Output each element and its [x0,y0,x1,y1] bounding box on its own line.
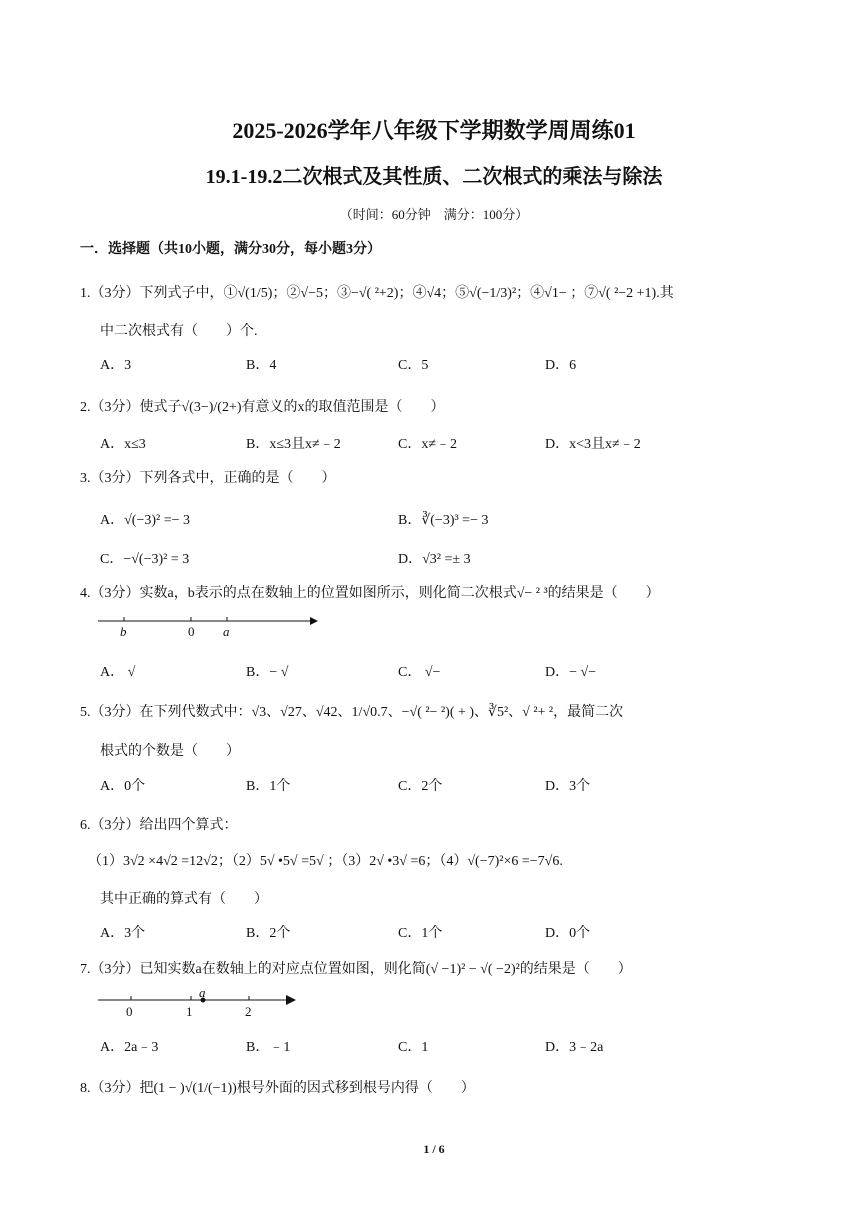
question-5-line-2: 根式的个数是（ ） [100,744,240,759]
q2-option-a: A．x≤3 [100,437,146,452]
section-heading: 一．选择题（共10小题，满分30分，每小题3分） [80,242,381,257]
q3-option-a: A．√(−3)² =− 3 [100,513,191,528]
q7-axis-label-2: 2 [245,1004,252,1019]
number-line-q4 [96,612,320,642]
q7-option-d: D．3﹣2a [545,1040,604,1055]
question-4-line-1: 4.（3分）实数a，b表示的点在数轴上的位置如图所示，则化简二次根式√− ² ³的结果是（ ） [80,586,660,601]
q7-axis-label-1: 1 [186,1004,193,1019]
q4-axis-label-0: 0 [188,624,195,639]
q7-axis-label-0: 0 [126,1004,133,1019]
page-subtitle: 19.1-19.2二次根式及其性质、二次根式的乘法与除法 [205,166,663,188]
q5-option-c: C．2个 [398,779,443,794]
q2-option-d: D．x<3且x≠﹣2 [545,437,641,452]
q4-option-a: A． √ [100,665,136,680]
q5-option-a: A．0个 [100,779,146,794]
question-7-line-1: 7.（3分）已知实数a在数轴上的对应点位置如图，则化简(√ −1)² − √( −2)²的结果是（ ） [80,962,632,977]
q6-option-c: C．1个 [398,926,443,941]
q3-option-c: C．−√(−3)² = 3 [100,552,190,567]
question-1-line-2: 中二次根式有（ ）个. [100,324,258,339]
question-6-line-2: （1）3√2 ×4√2 =12√2；（2）5√ •5√ =5√ ；（3）2√ •3√ =6；（4）√(−7)²×6 =−7√6. [88,854,563,869]
q4-axis-label-a: a [223,624,230,639]
q1-option-d: D．6 [545,358,577,373]
q1-option-c: C．5 [398,358,429,373]
question-5-line-1: 5.（3分）在下列代数式中：√3、√27、√42、1/√0.7、−√( ²− ²)( + )、∛5²、√ ²+ ²，最简二次 [80,705,624,720]
q5-option-b: B．1个 [246,779,291,794]
q6-option-d: D．0个 [545,926,591,941]
q7-option-b: B．﹣1 [246,1040,291,1055]
question-3-line-1: 3.（3分）下列各式中，正确的是（ ） [80,471,336,486]
time-info: （时间：60分钟 满分：100分） [339,207,529,222]
q6-option-b: B．2个 [246,926,291,941]
question-1-line-1: 1.（3分）下列式子中，①√(1/5)；②√−5；③−√( ²+2)；④√4；⑤√(−1/3)²；④√1− ；⑦√( ²−2 +1).其 [80,286,674,301]
question-6-line-3: 其中正确的算式有（ ） [100,892,268,907]
q7-option-c: C．1 [398,1040,429,1055]
q1-option-b: B．4 [246,358,277,373]
q4-axis-label-b: b [120,624,127,639]
question-8-line-1: 8.（3分）把(1 − )√(1/(−1))根号外面的因式移到根号内得（ ） [80,1081,475,1096]
q4-option-d: D．− √− [545,665,597,680]
q5-option-d: D．3个 [545,779,591,794]
q2-option-b: B．x≤3且x≠﹣2 [246,437,341,452]
question-2-line-1: 2.（3分）使式子√(3−)/(2+)有意义的x的取值范围是（ ） [80,400,445,415]
q3-option-d: D．√3² =± 3 [398,552,471,567]
q2-option-c: C．x≠﹣2 [398,437,458,452]
q7-axis-label-a: a [199,985,206,1000]
q4-option-b: B．− √ [246,665,289,680]
page-title: 2025-2026学年八年级下学期数学周周练01 [232,118,636,143]
q7-option-a: A．2a﹣3 [100,1040,159,1055]
question-6-line-1: 6.（3分）给出四个算式： [80,818,238,833]
page-number: 1 / 6 [423,1142,445,1156]
q4-option-c: C． √− [398,665,441,680]
q3-option-b: B．∛(−3)³ =− 3 [398,513,489,528]
q1-option-a: A．3 [100,358,132,373]
q6-option-a: A．3个 [100,926,146,941]
